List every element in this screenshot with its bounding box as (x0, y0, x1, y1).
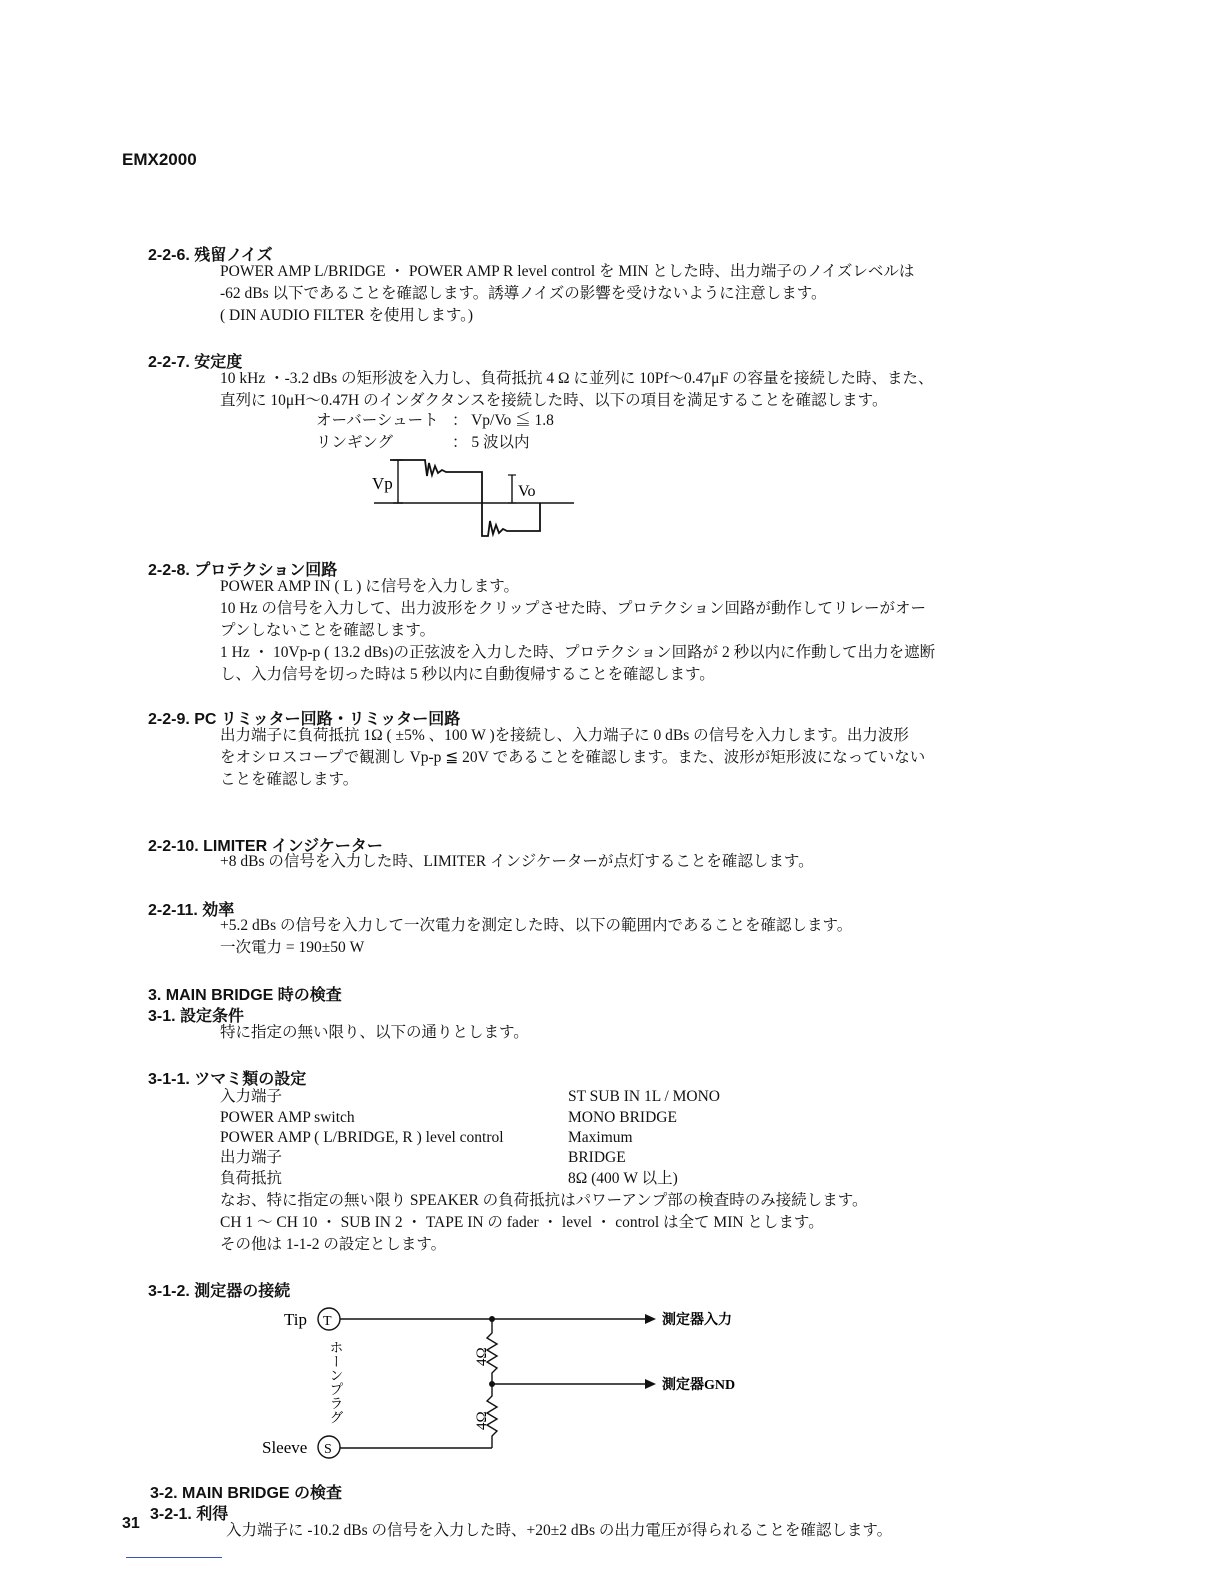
section-2-2-9-body (220, 725, 925, 791)
section-2-2-7-body (220, 368, 933, 412)
settings-label: 入力端子 (220, 1088, 283, 1105)
note-line: その他は 1-1-2 の設定とします。 (220, 1236, 447, 1253)
section-2-2-8-heading: 2-2-8. プロテクション回路 (148, 562, 338, 579)
settings-row (220, 1127, 780, 1147)
ringing-value: ： 5 波以内 (452, 434, 530, 451)
section-3-1-body: 特に指定の無い限り、以下の通りとします。 (220, 1024, 529, 1041)
vp-label: Vp (372, 474, 393, 493)
body-line: し、入力信号を切った時は 5 秒以内に自動復帰することを確認します。 (220, 666, 715, 683)
section-2-2-11-body (220, 915, 852, 959)
body-line: 直列に 10μH～0.47H のインダクタンスを接続した時、以下の項目を満足することを確認します。 (220, 392, 888, 409)
settings-value: 8Ω (400 W 以上) (568, 1170, 678, 1187)
body-line: 10 kHz ・-3.2 dBs の矩形波を入力し、負荷抵抗 4 Ω に並列に 10Pf～0.47μF の容量を接続した時、また、 (220, 370, 934, 387)
body-line: 10 Hz の信号を入力して、出力波形をクリップさせた時、プロテクション回路が動作してリレーがオー (220, 600, 926, 617)
settings-value: Maximum (568, 1129, 633, 1146)
body-line: -62 dBs 以下であることを確認します。誘導ノイズの影響を受けないように注意します。 (220, 285, 827, 302)
section-2-2-9-heading: 2-2-9. PC リミッター回路・リミッター回路 (148, 711, 461, 728)
settings-row (220, 1147, 780, 1168)
settings-value: ST SUB IN 1L / MONO (568, 1088, 721, 1105)
note-line: なお、特に指定の無い限り SPEAKER の負荷抵抗はパワーアンプ部の検査時のみ接続します。 (220, 1192, 868, 1209)
settings-row (220, 1086, 780, 1107)
section-3-2-1-body: 入力端子に -10.2 dBs の信号を入力した時、+20±2 dBs の出力電圧が得られることを確認します。 (226, 1522, 893, 1539)
body-line: POWER AMP L/BRIDGE ・ POWER AMP R level control を MIN とした時、出力端子のノイズレベルは (220, 263, 915, 280)
vo-label: Vo (518, 483, 536, 500)
footer-rule (126, 1557, 222, 1558)
body-line: をオシロスコープで観測し Vp-p ≦ 20V であることを確認します。また、波形が矩形波になっていない (220, 749, 926, 766)
meter-input-label: 測定器入力 (662, 1313, 732, 1328)
section-3-2-1-heading: 3-2-1. 利得 (150, 1506, 229, 1523)
arrow-icon (645, 1379, 656, 1389)
body-line: 1 Hz ・ 10Vp-p ( 13.2 dBs)の正弦波を入力した時、プロテクション回路が 2 秒以内に作動して出力を遮断 (220, 644, 936, 661)
arrow-icon (645, 1314, 656, 1324)
tip-letter: T (323, 1314, 332, 1329)
body-line: ( DIN AUDIO FILTER を使用します。) (220, 307, 474, 324)
overshoot-value: ： Vp/Vo ≦ 1.8 (452, 412, 554, 429)
section-2-2-7-heading: 2-2-7. 安定度 (148, 354, 243, 371)
connection-diagram (250, 1300, 790, 1470)
body-line: 出力端子に負荷抵抗 1Ω ( ±5% 、100 W )を接続し、入力端子に 0 dBs の信号を入力します。出力波形 (220, 727, 909, 744)
section-3-2-heading: 3-2. MAIN BRIDGE の検査 (150, 1485, 343, 1502)
body-line: POWER AMP IN ( L ) に信号を入力します。 (220, 578, 519, 595)
section-2-2-10-heading: 2-2-10. LIMITER インジケーター (148, 838, 383, 855)
resistor-2-value: 4Ω (474, 1411, 490, 1430)
note-line: CH 1 ～ CH 10 ・ SUB IN 2 ・ TAPE IN の fader ・ level ・ control は全て MIN とします。 (220, 1214, 824, 1231)
section-2-2-11-heading: 2-2-11. 効率 (148, 902, 235, 919)
section-2-2-6-body (220, 261, 914, 327)
sleeve-label: Sleeve (262, 1438, 308, 1457)
section-2-2-10-body (220, 851, 814, 873)
resistor-1-value: 4Ω (474, 1347, 490, 1366)
settings-row (220, 1107, 780, 1127)
settings-notes (220, 1190, 868, 1256)
waveform-figure (370, 455, 580, 555)
section-3-1-1-heading: 3-1-1. ツマミ類の設定 (148, 1071, 307, 1088)
body-line: +8 dBs の信号を入力した時、LIMITER インジケーターが点灯することを確認します。 (220, 853, 814, 870)
section-2-2-8-body (220, 576, 935, 686)
phone-plug-label: ホーンプラグ (327, 1340, 343, 1424)
settings-row (220, 1168, 780, 1189)
body-line: +5.2 dBs の信号を入力して一次電力を測定した時、以下の範囲内であることを確認します。 (220, 917, 853, 934)
meter-gnd-label: 測定器GND (662, 1378, 736, 1393)
body-line: プンしないことを確認します。 (220, 622, 436, 639)
body-line: ことを確認します。 (220, 771, 359, 788)
settings-value: MONO BRIDGE (568, 1109, 677, 1126)
section-3-heading: 3. MAIN BRIDGE 時の検査 (148, 987, 342, 1004)
sleeve-letter: S (324, 1442, 332, 1457)
tip-label: Tip (284, 1310, 308, 1329)
body-line: 一次電力 = 190±50 W (220, 939, 365, 956)
section-2-2-6-heading: 2-2-6. 残留ノイズ (148, 247, 273, 264)
ringing-label: リンギング (316, 434, 394, 451)
settings-table (220, 1086, 780, 1189)
section-3-1-heading: 3-1. 設定条件 (148, 1008, 245, 1025)
settings-label: POWER AMP ( L/BRIDGE, R ) level control (220, 1129, 504, 1146)
model-name: EMX2000 (122, 150, 197, 169)
settings-label: 出力端子 (220, 1149, 283, 1166)
settings-value: BRIDGE (568, 1149, 626, 1166)
page-number: 31 (122, 1515, 140, 1532)
settings-label: POWER AMP switch (220, 1109, 355, 1126)
section-3-1-2-heading: 3-1-2. 測定器の接続 (148, 1283, 291, 1300)
settings-label: 負荷抵抗 (220, 1170, 283, 1187)
overshoot-label: オーバーシュート (316, 412, 439, 429)
